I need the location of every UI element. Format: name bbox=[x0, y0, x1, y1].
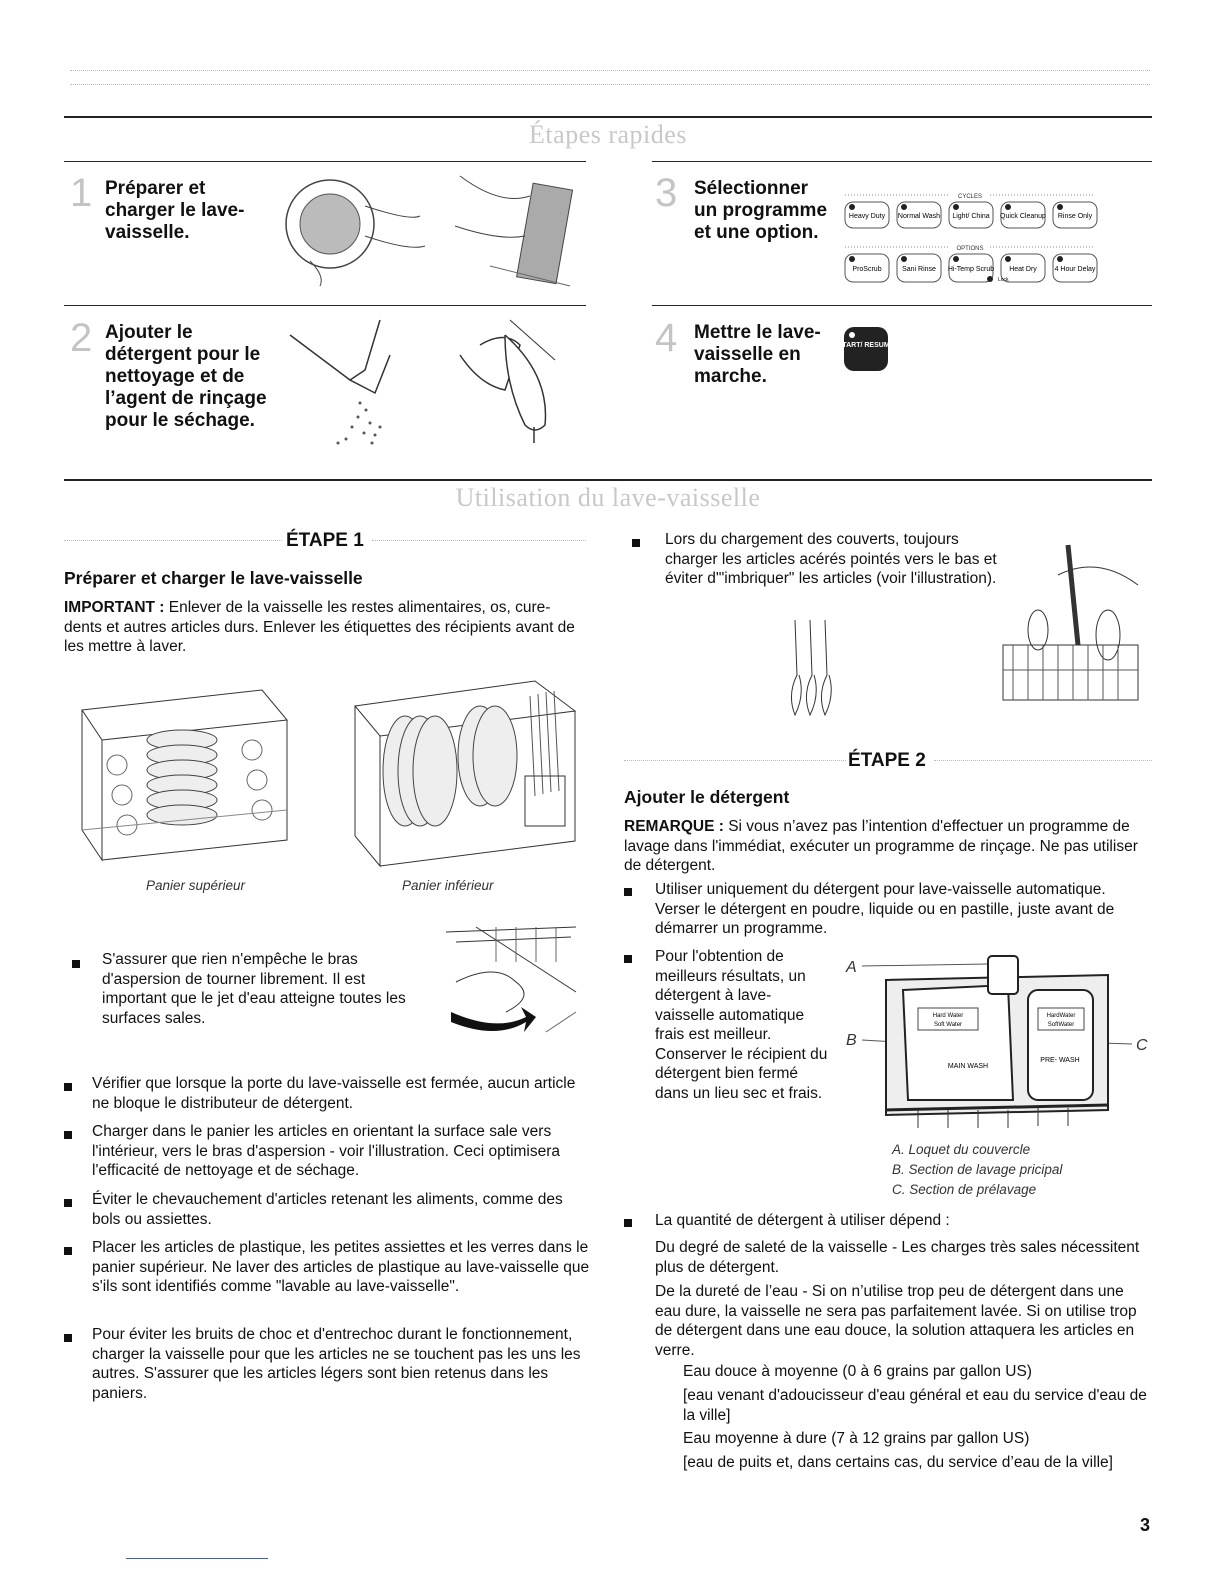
legend-b: B. Section de lavage pricipal bbox=[892, 1162, 1063, 1177]
bullet-detergent-only: Utiliser uniquement du détergent pour lave-vaisselle automatique. Verser le détergent en poudre, liquide ou en pastille, juste avant de démarrer un programme. bbox=[655, 881, 1115, 937]
control-panel bbox=[840, 190, 1100, 300]
important-note bbox=[64, 598, 584, 657]
page-number: 3 bbox=[1140, 1515, 1151, 1535]
lower-rack-caption: Panier inférieur bbox=[402, 878, 494, 893]
cycles-label: CYCLES bbox=[957, 194, 983, 200]
quick-steps-title: Étapes rapides bbox=[529, 120, 687, 149]
start-resume-button bbox=[837, 325, 895, 373]
lock-label: Lock bbox=[998, 277, 1009, 283]
step-1-number: 1 bbox=[70, 171, 93, 215]
hard-water-title: Eau moyenne à dure (7 à 12 grains par gallon US) bbox=[683, 1430, 1030, 1447]
sani-rinse-label: Sani Rinse bbox=[902, 266, 936, 273]
rule bbox=[652, 161, 1152, 162]
rinse-only-label: Rinse Only bbox=[1057, 213, 1093, 220]
etape-2-dots bbox=[934, 760, 1152, 761]
main-wash-label: MAIN WASH bbox=[947, 1063, 989, 1070]
bullet bbox=[632, 539, 640, 547]
quick-cleanup-label: Quick Cleanup bbox=[1000, 213, 1046, 220]
4-hour-delay-label: 4 Hour Delay bbox=[1054, 266, 1096, 273]
bullet-noise: Pour éviter les bruits de choc et d'entrechoc durant le fonctionnement, charger la vaisselle pour que les articles ne se touchent pas les uns les autres. S'assurer que les articles légers sont bien retenus dans les paniers. bbox=[92, 1326, 581, 1402]
rule bbox=[64, 161, 586, 162]
bullet-door-check: Vérifier que lorsque la porte du lave-vaisselle est fermée, aucun article ne bloque le distributeur de détergent. bbox=[92, 1075, 576, 1112]
pre-wash-label: PRE- WASH bbox=[1040, 1057, 1080, 1064]
para-water-hardness: De la dureté de l’eau - Si on n’utilise trop peu de détergent dans une eau dure, la vaisselle ne sera pas parfaitement lavée. Si on utilise trop de détergent dans une eau douce, la solution attaquera les articles en verre. bbox=[655, 1283, 1137, 1359]
usage-title: Utilisation du lave-vaisselle bbox=[455, 483, 761, 512]
proscrub-label: ProScrub bbox=[852, 266, 882, 273]
step-4-text: Mettre le lave-vaisselle en marche. bbox=[694, 322, 821, 387]
etape-2-dots bbox=[624, 760, 846, 761]
legend-a: A. Loquet du couvercle bbox=[892, 1142, 1031, 1157]
spoons-illustration bbox=[785, 615, 845, 725]
bullet bbox=[624, 888, 632, 896]
bullet bbox=[64, 1131, 72, 1139]
upper-rack-caption: Panier supérieur bbox=[146, 878, 246, 893]
detergent-illustration bbox=[280, 315, 580, 455]
bullet bbox=[64, 1199, 72, 1207]
upper-rack-illustration bbox=[62, 680, 302, 875]
etape-1-heading: Préparer et charger le lave-vaisselle bbox=[64, 568, 363, 588]
important-text: Enlever de la vaisselle les restes alimentaires, os, cure-dents et autres articles durs. Enlever les étiquettes des récipients avant de les mettre à laver. bbox=[64, 599, 575, 655]
bullet bbox=[64, 1334, 72, 1342]
bullet bbox=[72, 960, 80, 968]
soft-water-label-2: SoftWater bbox=[1047, 1022, 1075, 1028]
bullet-quantity: La quantité de détergent à utiliser dépend : bbox=[655, 1212, 950, 1229]
label-b: B bbox=[846, 1032, 857, 1049]
light-china-label: Light/ China bbox=[952, 213, 990, 220]
legend-c: C. Section de prélavage bbox=[892, 1182, 1037, 1197]
hard-water-label-2: HardWater bbox=[1046, 1013, 1076, 1019]
heat-dry-label: Heat Dry bbox=[1009, 266, 1037, 273]
bullet bbox=[64, 1247, 72, 1255]
footer-link-line bbox=[126, 1558, 268, 1559]
dispenser-illustration bbox=[838, 950, 1150, 1132]
step-4-number: 4 bbox=[655, 316, 678, 360]
soft-water-note: [eau venant d'adoucisseur d'eau général et eau du service d'eau de la ville] bbox=[683, 1387, 1147, 1424]
important-label: IMPORTANT : bbox=[64, 599, 165, 616]
scan-artifact bbox=[70, 84, 1150, 85]
etape-2-label: ÉTAPE 2 bbox=[848, 750, 926, 771]
label-c: C bbox=[1136, 1037, 1148, 1054]
bullet-overlap: Éviter le chevauchement d'articles retenant les aliments, comme des bols ou assiettes. bbox=[92, 1191, 563, 1228]
start-resume-label: START/ RESUME bbox=[837, 342, 895, 349]
section-rule bbox=[64, 479, 1152, 481]
para-soil-level: Du degré de saleté de la vaisselle - Les charges très sales nécessitent plus de détergent. bbox=[655, 1239, 1140, 1276]
heavy-duty-label: Heavy Duty bbox=[848, 213, 886, 220]
remarque-note bbox=[624, 817, 1152, 876]
loading-illustration bbox=[270, 166, 580, 294]
remarque-text: Si vous n’avez pas l’intention d'effectuer un programme de lavage dans l'immédiat, exécuter un programme de rinçage. Ne pas utiliser de détergent. bbox=[624, 818, 1138, 874]
bullet bbox=[64, 1083, 72, 1091]
rule bbox=[64, 305, 586, 306]
bullet-cutlery: Lors du chargement des couverts, toujours charger les articles acérés pointés vers le bas et éviter d'"imbriquer" les articles (voir l'illustration). bbox=[665, 531, 997, 587]
bullet-orientation: Charger dans le panier les articles en orientant la surface sale vers l'intérieur, vers le bras d'aspersion - voir l'illustration. Ceci optimisera l'efficacité de nettoyage et de séchage. bbox=[92, 1123, 561, 1179]
bullet-fresh-detergent: Pour l'obtention de meilleurs résultats, un détergent à lave-vaisselle automatique frais est meilleur. Conserver le récipient du détergent bien fermé dans un lieu sec et frais. bbox=[655, 948, 828, 1102]
soft-water-label-1: Soft Water bbox=[933, 1022, 963, 1028]
bullet bbox=[624, 1219, 632, 1227]
step-3-text: Sélectionner un programme et une option. bbox=[694, 178, 828, 243]
normal-wash-label: Normal Wash bbox=[897, 213, 941, 220]
rule bbox=[652, 305, 1152, 306]
scan-artifact bbox=[70, 70, 1150, 71]
etape-1-label: ÉTAPE 1 bbox=[286, 530, 364, 551]
remarque-label: REMARQUE : bbox=[624, 818, 724, 835]
step-2-text: Ajouter le détergent pour le nettoyage et de l’agent de rinçage pour le séchage. bbox=[105, 322, 267, 431]
bullet-spray-arm: S'assurer que rien n'empêche le bras d'aspersion de tourner librement. Il est important que le jet d'eau atteigne toutes les surfaces sales. bbox=[102, 951, 406, 1027]
hard-water-label-1: Hard Water bbox=[932, 1013, 964, 1019]
silverware-basket-illustration bbox=[998, 535, 1143, 705]
step-1-text: Préparer et charger le lave-vaisselle. bbox=[105, 178, 245, 243]
step-3-number: 3 bbox=[655, 171, 678, 215]
bullet-plastic: Placer les articles de plastique, les petites assiettes et les verres dans le panier supérieur. Ne laver des articles de plastique au lave-vaisselle que s'ils sont identifiés comme "lavable au lave-vaisselle". bbox=[92, 1239, 590, 1295]
spray-arm-illustration bbox=[436, 922, 586, 1054]
hard-water-note: [eau de puits et, dans certains cas, du service d’eau de la ville] bbox=[683, 1454, 1113, 1471]
label-a: A bbox=[846, 959, 857, 976]
lower-rack-illustration bbox=[340, 676, 585, 876]
step-2-number: 2 bbox=[70, 316, 93, 360]
etape-1-dots bbox=[372, 540, 586, 541]
etape-1-dots bbox=[64, 540, 282, 541]
soft-water-title: Eau douce à moyenne (0 à 6 grains par gallon US) bbox=[683, 1363, 1032, 1380]
bullet bbox=[624, 955, 632, 963]
options-label: OPTIONS bbox=[956, 246, 984, 252]
etape-2-heading: Ajouter le détergent bbox=[624, 787, 790, 807]
hi-temp-scrub-label: Hi-Temp Scrub bbox=[947, 266, 995, 273]
top-rule bbox=[64, 116, 1152, 118]
